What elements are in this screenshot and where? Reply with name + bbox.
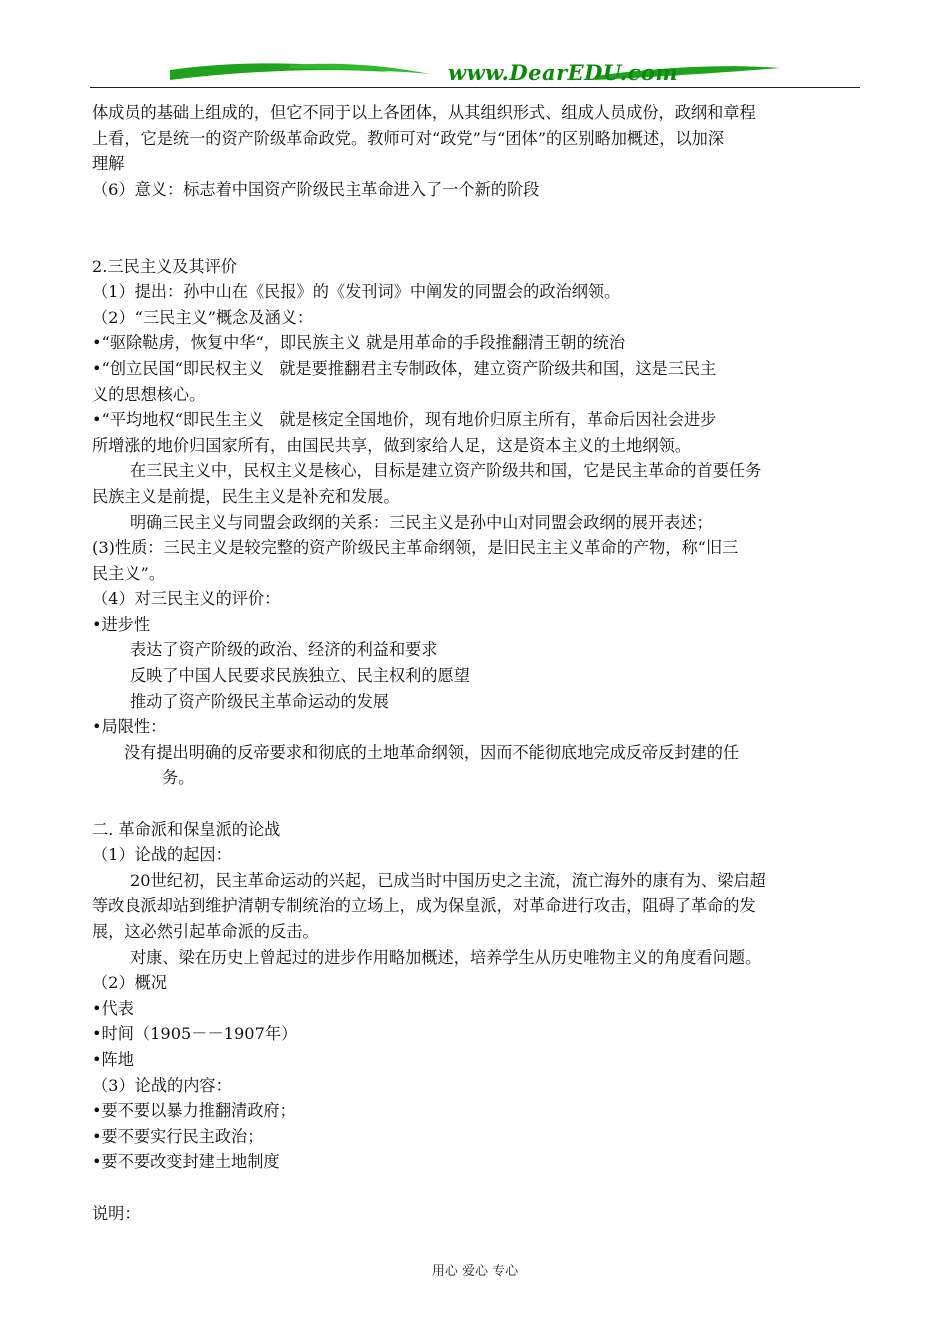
text-line: 理解 [92, 154, 125, 174]
text-line: 体成员的基础上组成的，但它不同于以上各团体，从其组织形式、组成人员成份，政纲和章程 [92, 103, 756, 122]
text-line: (3)性质：三民主义是较完整的资产阶级民主革命纲领，是旧民主主义革命的产物，称“旧三 [92, 538, 739, 558]
blank-line [92, 228, 862, 254]
header-rule [90, 87, 860, 88]
bullet-line: •要不要以暴力推翻清政府； [92, 1101, 296, 1121]
text-line: 上看，它是统一的资产阶级革命政党。教师可对“政党”与“团体”的区别略加概述，以加深 [92, 128, 725, 148]
bullet-line: •“创立民国“即民权主义 就是要推翻君主专制政体，建立资产阶级共和国，这是三民主 [92, 358, 717, 378]
text-line: 务。 [162, 768, 195, 788]
bullet-line: •“驱除鞑虏，恢复中华“，即民族主义 就是用革命的手段推翻清王朝的统治 [92, 333, 626, 353]
text-line: （1）论战的起因： [92, 845, 232, 865]
text-line: 说明： [92, 1203, 141, 1223]
text-line: 等改良派却站到维护清朝专制统治的立场上，成为保皇派，对革命进行攻击，阻碍了革命的发 [92, 896, 756, 916]
blank-line [92, 1175, 862, 1201]
text-line: 反映了中国人民要求民族独立、民主权利的愿望 [130, 666, 470, 686]
document-body [92, 100, 862, 1226]
text-line: （2）概况 [92, 973, 168, 993]
bullet-line: •时间（1905－－1907年） [92, 1024, 298, 1044]
text-line: 推动了资产阶级民主革命运动的发展 [130, 691, 389, 711]
text-line: 民族主义是前提，民生主义是补充和发展。 [92, 486, 400, 506]
text-line: 展，这必然引起革命派的反击。 [92, 922, 319, 941]
text-line: （4）对三民主义的评价： [92, 589, 281, 609]
text-line: （6）意义：标志着中国资产阶级民主革命进入了一个新的阶段 [92, 179, 540, 199]
text-line: 义的思想核心。 [92, 384, 206, 404]
bullet-line: •代表 [92, 998, 134, 1018]
bullet-line: •阵地 [92, 1049, 134, 1069]
text-line: 对康、梁在历史上曾起过的进步作用略加概述，培养学生从历史唯物主义的角度看问题。 [130, 947, 762, 967]
bullet-line: •要不要实行民主政治； [92, 1126, 264, 1146]
text-line: （3）论战的内容： [92, 1075, 232, 1095]
bullet-line: •局限性： [92, 717, 167, 737]
text-line: 明确三民主义与同盟会政纲的关系：三民主义是孙中山对同盟会政纲的展开表述； [130, 512, 713, 532]
text-line: 在三民主义中，民权主义是核心，目标是建立资产阶级共和国，它是民主革命的首要任务 [130, 461, 762, 481]
text-line: 所增涨的地价归国家所有，由国民共享，做到家给人足，这是资本主义的土地纲领。 [92, 435, 691, 455]
text-line: （1）提出：孙中山在《民报》的《发刊词》中阐发的同盟会的政治纲领。 [92, 282, 621, 302]
text-line: 没有提出明确的反帝要求和彻底的土地革命纲领，因而不能彻底地完成反帝反封建的任 [124, 742, 740, 762]
page-header [90, 56, 860, 90]
blank-line [92, 791, 862, 817]
blank-line [92, 202, 862, 228]
page-footer: 用心 爱心 专心 [431, 1264, 519, 1279]
text-line: 表达了资产阶级的政治、经济的利益和要求 [130, 640, 438, 660]
text-line: （2）“三民主义”概念及涵义： [92, 307, 314, 327]
bullet-line: •“平均地权“即民生主义 就是核定全国地价，现有地价归原主所有，革命后因社会进步 [92, 410, 717, 430]
text-line: 20世纪初，民主革命运动的兴起，已成当时中国历史之主流，流亡海外的康有为、梁启超 [130, 870, 766, 890]
text-line: 民主义”。 [92, 563, 166, 583]
bullet-line: •进步性 [92, 614, 151, 634]
site-name: www.DearEDU.com [448, 60, 679, 85]
bullet-line: •要不要改变封建土地制度 [92, 1152, 280, 1172]
section-heading: 二. 革命派和保皇派的论战 [92, 819, 281, 839]
section-heading: 2.三民主义及其评价 [92, 256, 237, 276]
